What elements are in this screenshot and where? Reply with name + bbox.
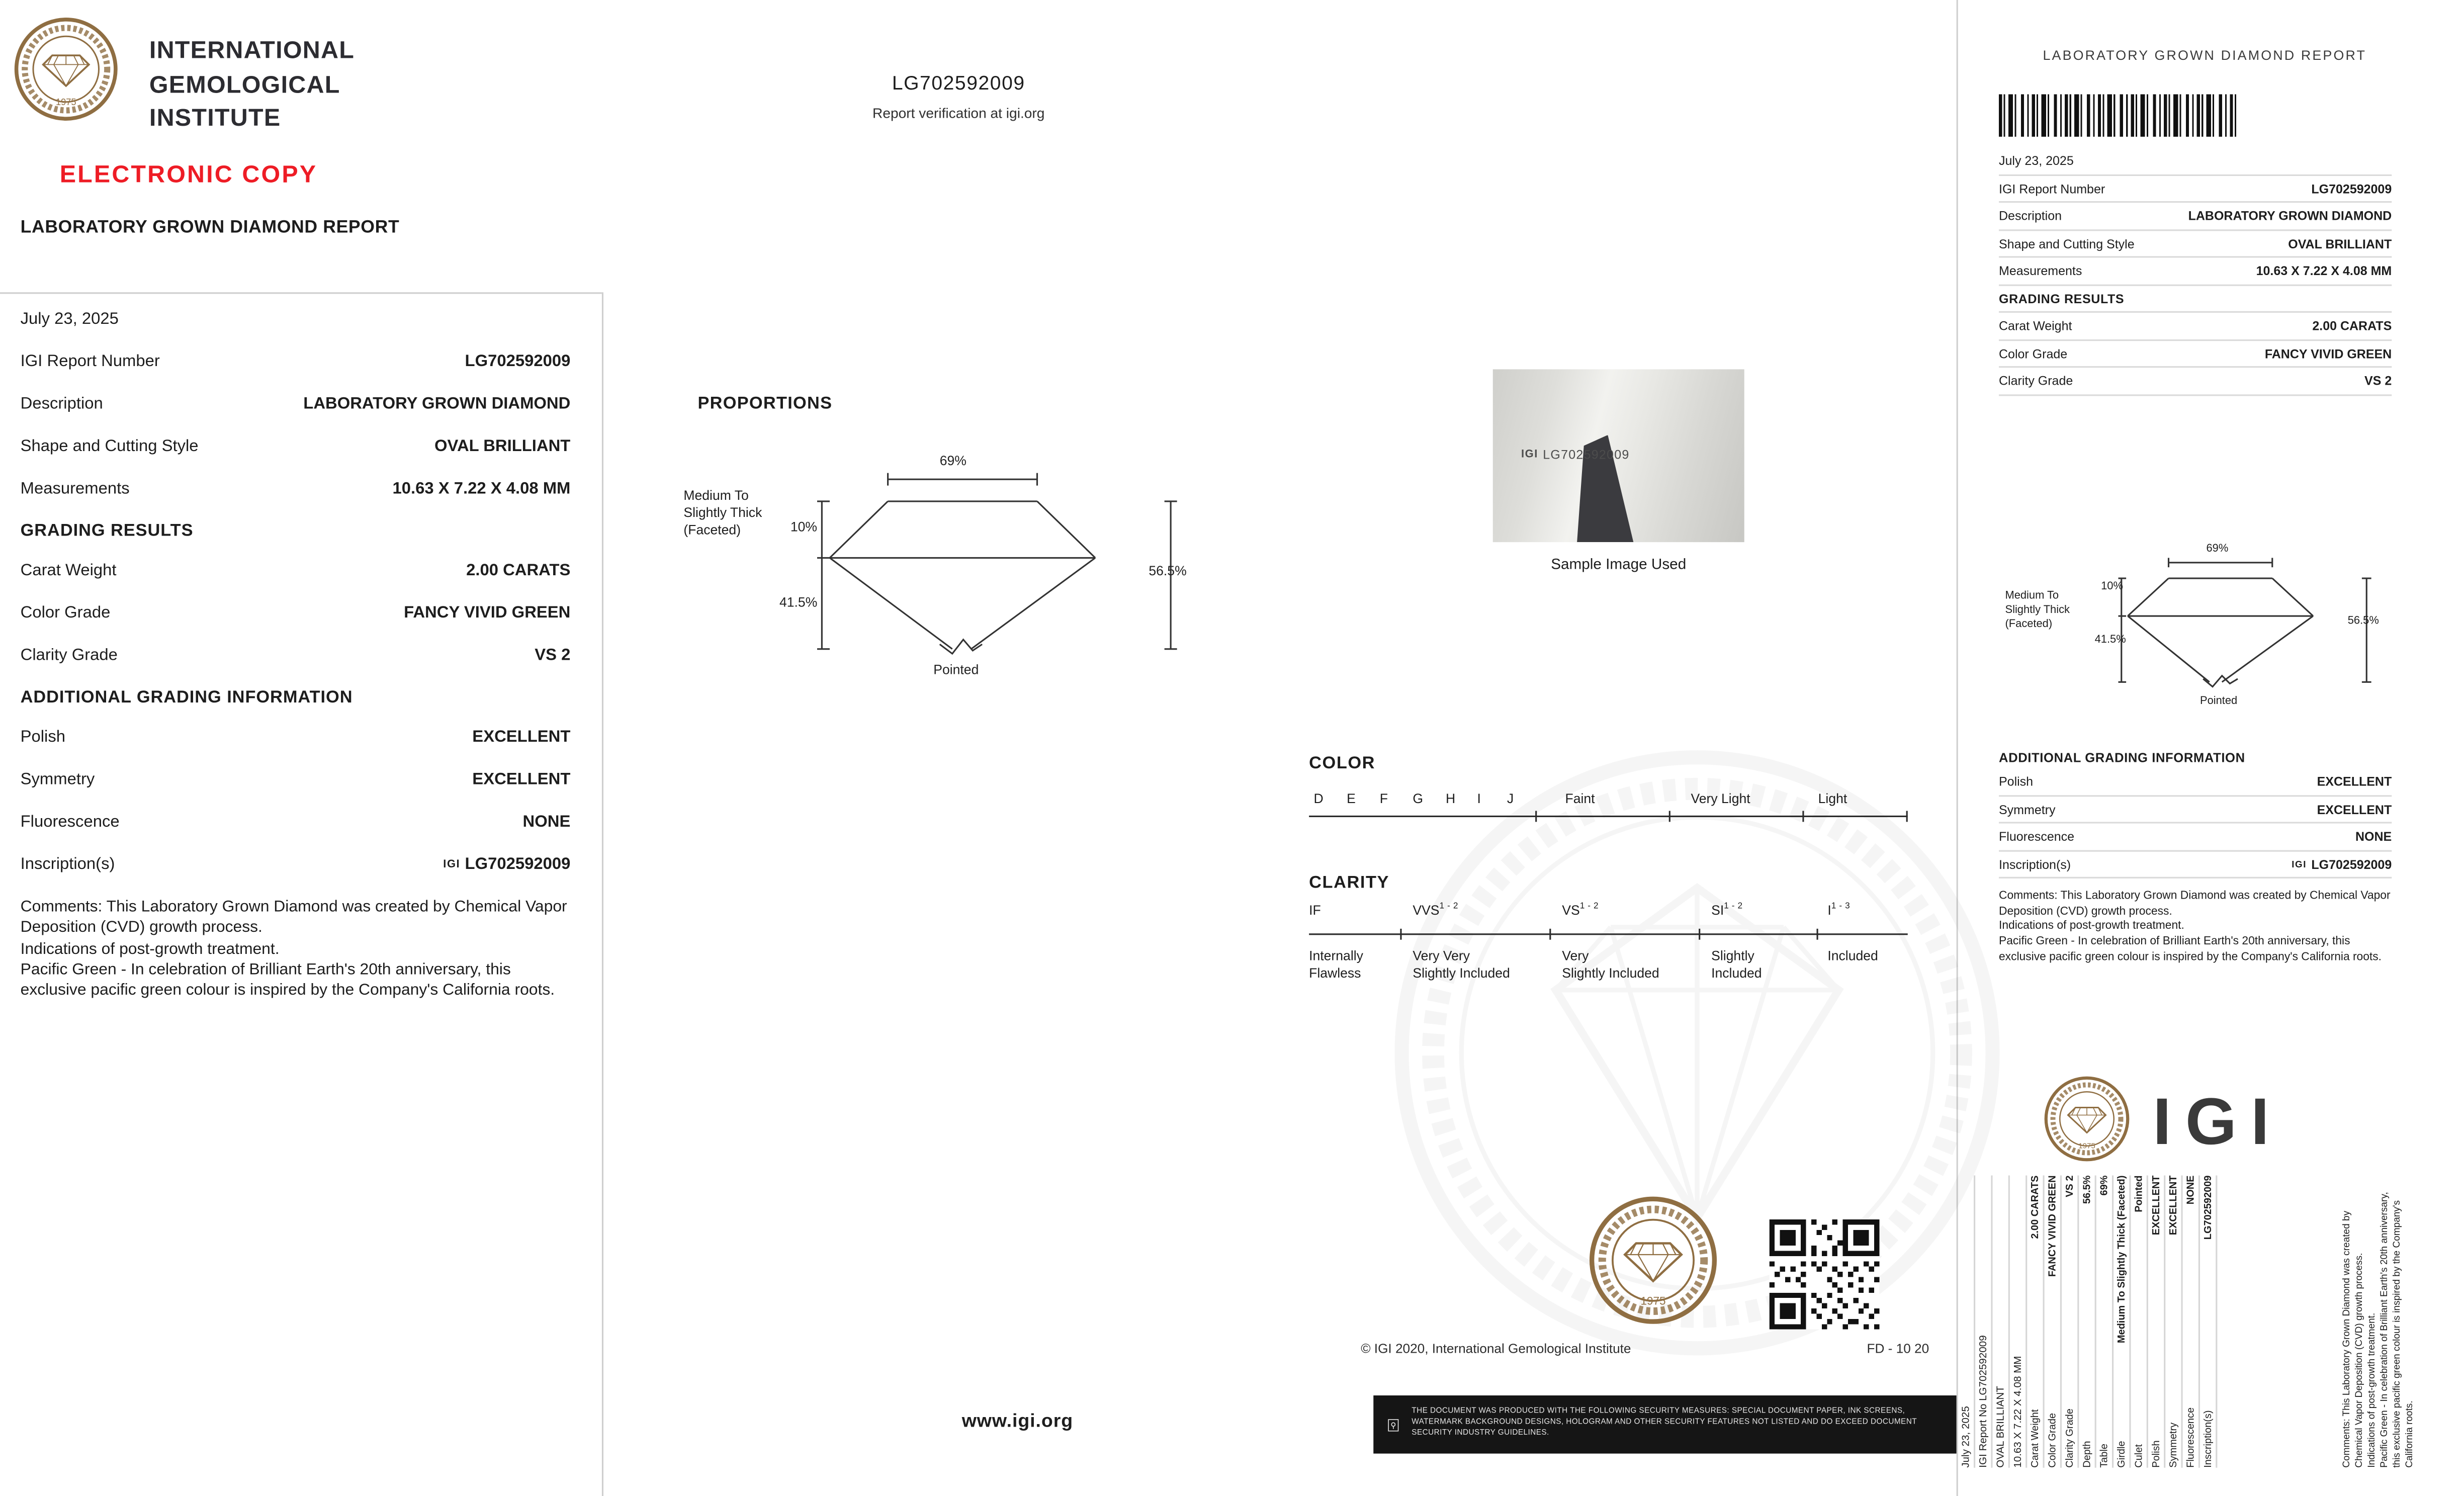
igi-seal-icon	[13, 16, 120, 123]
rot-row-symmetry	[2165, 1176, 2182, 1468]
field-row-carat	[21, 561, 571, 580]
clarity-desc-if: Internally Flawless	[1309, 947, 1363, 981]
color-scale-title: COLOR	[1309, 754, 1376, 773]
pavilion-percent-label: 41.5%	[779, 594, 818, 610]
org-name	[149, 35, 355, 136]
field-label: Symmetry	[2167, 1422, 2179, 1468]
field-label: Symmetry	[20, 770, 95, 789]
igi-seal-icon	[2043, 1075, 2131, 1163]
field-label: Fluorescence	[2185, 1407, 2196, 1468]
field-value	[443, 855, 570, 874]
field-row-color	[21, 603, 571, 623]
clarity-code: IF	[1309, 902, 1321, 918]
field-row-symmetry	[21, 770, 571, 789]
rot-row-depth	[2079, 1176, 2096, 1468]
stub-row-color	[1999, 340, 2392, 368]
clarity-code: SI	[1711, 902, 1724, 918]
proportions-title: PROPORTIONS	[697, 394, 833, 413]
rot-row-clarity	[2062, 1176, 2079, 1468]
report-number-center: LG702592009	[892, 72, 1025, 95]
field-value: NONE	[2185, 1175, 2196, 1205]
comments-text: Comments: This Laboratory Grown Diamond was created by Chemical Vapor Deposition (CVD) growth process. Indications of post-growth treatment. Pacific Green - In celebration of Brilliant Earth's 20th anniversary, this exclusive pacific green colour is inspired by the Company's California roots.	[20, 899, 567, 1000]
scale-tick	[1817, 929, 1818, 940]
field-label: Polish	[1999, 774, 2034, 789]
field-value: FANCY VIVID GREEN	[2047, 1175, 2058, 1277]
rot-shape: OVAL BRILLIANT	[1993, 1176, 2010, 1468]
field-row-inscription	[21, 855, 571, 874]
field-value: 10.63 X 7.22 X 4.08 MM	[392, 479, 571, 498]
stub-row-measurements	[1999, 258, 2392, 286]
field-value: 10.63 X 7.22 X 4.08 MM	[2256, 264, 2392, 279]
igi-seal-stamp-icon	[1587, 1194, 1719, 1327]
field-label: Inscription(s)	[2202, 1410, 2214, 1468]
stub-row-description	[1999, 203, 2392, 230]
field-label: Culet	[2133, 1444, 2145, 1468]
clarity-sup: 1 - 3	[1831, 902, 1851, 912]
field-value: LG702592009	[2202, 1175, 2214, 1240]
field-row-polish	[21, 728, 571, 747]
field-label: Color Grade	[2047, 1413, 2058, 1468]
inscription-number: LG702592009	[2311, 857, 2392, 871]
field-value: VS 2	[2364, 374, 2392, 388]
section-heading-additional: ADDITIONAL GRADING INFORMATION	[1999, 751, 2245, 765]
stub-row-fluorescence	[1999, 824, 2392, 851]
rot-row-color	[2045, 1176, 2062, 1468]
report-title: LABORATORY GROWN DIAMOND REPORT	[20, 218, 400, 237]
form-code: FD - 10 20	[1867, 1340, 1929, 1356]
scale-tick	[1549, 929, 1551, 940]
field-value: NONE	[522, 812, 571, 832]
igi-inscription-glyph: IGI	[1521, 449, 1538, 461]
stub-row-report-number	[1999, 175, 2392, 203]
clarity-grade-i	[1827, 902, 1850, 918]
field-label: Shape and Cutting Style	[1999, 236, 2135, 251]
scale-tick	[1400, 929, 1401, 940]
crown-percent-label: 10%	[790, 518, 818, 535]
verification-note: Report verification at igi.org	[872, 105, 1045, 121]
field-value: 2.00 CARATS	[2312, 319, 2392, 333]
field-label: Girdle	[2116, 1441, 2127, 1468]
field-value: OVAL BRILLIANT	[434, 436, 571, 456]
field-value: EXCELLENT	[472, 727, 571, 747]
field-label: Carat Weight	[1999, 319, 2072, 333]
pavilion-percent-label: 41.5%	[2094, 635, 2126, 646]
depth-percent-label: 56.5%	[2347, 616, 2379, 627]
field-label: Color Grade	[1999, 346, 2068, 361]
clarity-desc-vvs: Very Very Slightly Included	[1413, 947, 1510, 981]
field-value: LG702592009	[465, 352, 571, 371]
field-label: Shape and Cutting Style	[20, 436, 199, 456]
divider-header	[0, 292, 602, 294]
rot-row-girdle	[2114, 1176, 2131, 1468]
stub-proportions-diagram	[2119, 553, 2394, 718]
color-grade-j: J	[1507, 790, 1514, 807]
stub-title: LABORATORY GROWN DIAMOND REPORT	[2043, 47, 2367, 63]
scale-tick	[1802, 811, 1804, 822]
sample-inscription	[1521, 448, 1630, 462]
section-heading: GRADING RESULTS	[1999, 291, 2125, 306]
field-value: EXCELLENT	[2317, 802, 2392, 817]
field-value: EXCELLENT	[2150, 1175, 2162, 1236]
field-label: IGI Report Number	[1999, 181, 2105, 196]
field-label: Clarity Grade	[2064, 1409, 2075, 1468]
field-label: Symmetry	[1999, 802, 2056, 817]
rot-row-fluorescence	[2183, 1176, 2200, 1468]
clarity-grade-vvs	[1413, 902, 1458, 918]
security-notice-text: THE DOCUMENT WAS PRODUCED WITH THE FOLLOWING SECURITY MEASURES: SPECIAL DOCUMENT PAPER, INK SCREENS, WATERMARK BACKGROUND DESIGNS, HOLOGRAM AND OTHER SECURITY FEATURES NOT LISTED AND DO EXCEED DOCUMENT SECURITY INDUSTRY GUIDELINES.	[1412, 1408, 1917, 1438]
girdle-description-label: Medium To Slightly Thick (Faceted)	[683, 487, 762, 538]
inscription-number: LG702592009	[465, 855, 571, 874]
field-label: Measurements	[20, 479, 130, 498]
field-label: Polish	[2150, 1440, 2162, 1468]
stub-row-polish	[1999, 768, 2392, 796]
report-date: July 23, 2025	[20, 309, 119, 329]
field-label: IGI Report Number	[20, 352, 160, 371]
field-value: LG702592009	[2311, 181, 2392, 196]
stub-row-inscription	[1999, 851, 2392, 878]
color-range-faint: Faint	[1565, 790, 1595, 807]
stub-additional-section	[1999, 751, 2392, 963]
field-label: Measurements	[1999, 264, 2082, 279]
clarity-grade-if	[1309, 902, 1321, 918]
color-grade-g: G	[1413, 790, 1424, 807]
clarity-scale-title: CLARITY	[1309, 873, 1390, 893]
stub-fields-section	[1999, 148, 2392, 395]
scale-tick	[1699, 929, 1700, 940]
clarity-sup: 1 - 2	[1724, 902, 1743, 912]
field-value: LABORATORY GROWN DIAMOND	[2188, 209, 2392, 223]
field-label: Fluorescence	[20, 812, 120, 832]
stub-date: July 23, 2025	[1999, 154, 2074, 168]
security-document-icon	[1386, 1409, 1400, 1441]
rot-date: July 23, 2025	[1958, 1176, 1975, 1468]
field-row-clarity	[21, 646, 571, 665]
depth-percent-label: 56.5%	[1149, 562, 1187, 578]
qr-code	[1770, 1219, 1880, 1330]
field-row-shape	[21, 437, 571, 456]
org-name-line3: INSTITUTE	[149, 105, 281, 132]
color-grade-d: D	[1313, 790, 1324, 807]
sample-photo	[1493, 369, 1744, 542]
color-range-very-light: Very Light	[1691, 790, 1750, 807]
field-value: 56.5%	[2081, 1175, 2092, 1204]
field-label: Clarity Grade	[1999, 374, 2073, 388]
section-heading-grading-results: GRADING RESULTS	[20, 521, 194, 541]
rot-row-carat	[2027, 1176, 2044, 1468]
field-value: EXCELLENT	[2317, 774, 2392, 789]
field-label: Carat Weight	[2029, 1409, 2041, 1468]
field-value: Pointed	[2133, 1175, 2145, 1212]
igi-wordmark: IGI	[2153, 1084, 2283, 1159]
field-label: Description	[1999, 209, 2062, 223]
stub-rotated-content	[1958, 1176, 2417, 1468]
field-label: Description	[20, 394, 103, 413]
security-notice-bar	[1373, 1395, 1956, 1454]
barcode	[1999, 95, 2238, 137]
clarity-sup: 1 - 2	[1439, 902, 1459, 912]
report-number-header	[676, 72, 1242, 121]
rot-row-polish	[2148, 1176, 2165, 1468]
crown-percent-label: 10%	[2101, 581, 2123, 593]
clarity-code: VS	[1562, 902, 1580, 918]
stub-row-clarity	[1999, 368, 2392, 395]
electronic-copy-label: ELECTRONIC COPY	[59, 161, 318, 189]
divider-left-column	[602, 292, 603, 1496]
girdle-description-label: Medium To Slightly Thick (Faceted)	[2005, 591, 2070, 630]
scale-tick	[1535, 811, 1537, 822]
culet-label: Pointed	[2200, 696, 2238, 708]
stub-heading-grading-results	[1999, 285, 2392, 313]
field-label: Depth	[2081, 1441, 2092, 1468]
field-label: Table	[2098, 1443, 2110, 1468]
rot-row-table	[2096, 1176, 2114, 1468]
clarity-code: I	[1827, 902, 1831, 918]
report-details-section	[21, 310, 571, 1002]
field-row-report-number	[21, 352, 571, 371]
field-value: LABORATORY GROWN DIAMOND	[303, 394, 571, 413]
table-percent-label: 69%	[939, 453, 966, 469]
clarity-code: VVS	[1413, 902, 1440, 918]
color-grade-f: F	[1379, 790, 1388, 807]
field-value: OVAL BRILLIANT	[2288, 236, 2392, 251]
rot-comments-text: Comments: This Laboratory Grown Diamond was created by Chemical Vapor Deposition (CVD) growth process. Indications of post-growth treatment. Pacific Green - In celebration of Brilliant Earth's 20th anniversary, this exclusive pacific green colour is inspired by the Company's California roots.	[2341, 1192, 2416, 1468]
clarity-desc-si: Slightly Included	[1711, 947, 1762, 981]
field-value: FANCY VIVID GREEN	[404, 603, 571, 623]
clarity-sup: 1 - 2	[1579, 902, 1599, 912]
color-grade-i: I	[1477, 790, 1481, 807]
clarity-grade-vs	[1562, 902, 1599, 918]
rot-row-inscription	[2200, 1176, 2217, 1468]
sample-caption: Sample Image Used	[1551, 556, 1687, 574]
org-name-line2: GEMOLOGICAL	[149, 71, 340, 99]
scale-tick	[1669, 811, 1670, 822]
field-value: VS 2	[535, 646, 571, 665]
rot-row-culet	[2131, 1176, 2148, 1468]
stub-rotated-section	[1958, 1176, 2417, 1468]
color-scale-line	[1309, 816, 1908, 817]
field-value: 69%	[2098, 1175, 2110, 1196]
stub-comments-text: Comments: This Laboratory Grown Diamond was created by Chemical Vapor Deposition (CVD) growth process. Indications of post-growth treatment. Pacific Green - In celebration of Brilliant Earth's 20th anniversary, this exclusive pacific green colour is inspired by the Company's California roots.	[1999, 888, 2391, 963]
field-label: Clarity Grade	[20, 646, 118, 665]
field-label: Inscription(s)	[1999, 857, 2071, 871]
stub-row-shape	[1999, 230, 2392, 258]
color-range-light: Light	[1818, 790, 1847, 807]
igi-inscription-glyph: IGI	[443, 859, 461, 871]
rot-measurements: 10.63 X 7.22 X 4.08 MM	[2010, 1176, 2027, 1468]
field-value: EXCELLENT	[2167, 1175, 2179, 1236]
website-link: www.igi.org	[961, 1410, 1074, 1432]
clarity-desc-i: Included	[1827, 947, 1878, 963]
field-row-fluorescence	[21, 813, 571, 832]
igi-inscription-glyph: IGI	[2292, 860, 2307, 870]
field-label: Polish	[20, 727, 66, 747]
field-value: VS 2	[2064, 1175, 2075, 1197]
field-label: Carat Weight	[20, 561, 117, 580]
sample-inscription-number: LG702592009	[1543, 448, 1630, 462]
org-name-line1: INTERNATIONAL	[149, 38, 355, 65]
clarity-grade-si	[1711, 902, 1743, 918]
stub-row-symmetry	[1999, 796, 2392, 824]
stub-row-carat	[1999, 313, 2392, 340]
field-label: Inscription(s)	[20, 855, 115, 874]
field-value: 2.00 CARATS	[2029, 1175, 2041, 1239]
copyright-note: © IGI 2020, International Gemological Institute	[1361, 1340, 1631, 1356]
field-value: FANCY VIVID GREEN	[2264, 346, 2392, 361]
color-grade-e: E	[1347, 790, 1356, 807]
culet-label: Pointed	[933, 661, 979, 677]
color-grade-h: H	[1446, 790, 1456, 807]
field-value	[2292, 857, 2392, 871]
field-row-measurements	[21, 479, 571, 498]
field-value: NONE	[2355, 830, 2392, 844]
field-value: EXCELLENT	[472, 770, 571, 789]
field-value: 2.00 CARATS	[466, 561, 571, 580]
field-label: Color Grade	[20, 603, 111, 623]
stub-date-row	[1999, 148, 2392, 175]
field-value: Medium To Slightly Thick (Faceted)	[2116, 1175, 2127, 1344]
field-label: Fluorescence	[1999, 830, 2075, 844]
clarity-desc-vs: Very Slightly Included	[1562, 947, 1659, 981]
rot-report-number: IGI Report No LG702592009	[1975, 1176, 1992, 1468]
section-heading-additional: ADDITIONAL GRADING INFORMATION	[20, 688, 353, 708]
scale-tick	[1906, 811, 1908, 822]
table-percent-label: 69%	[2206, 544, 2229, 555]
field-row-description	[21, 394, 571, 413]
